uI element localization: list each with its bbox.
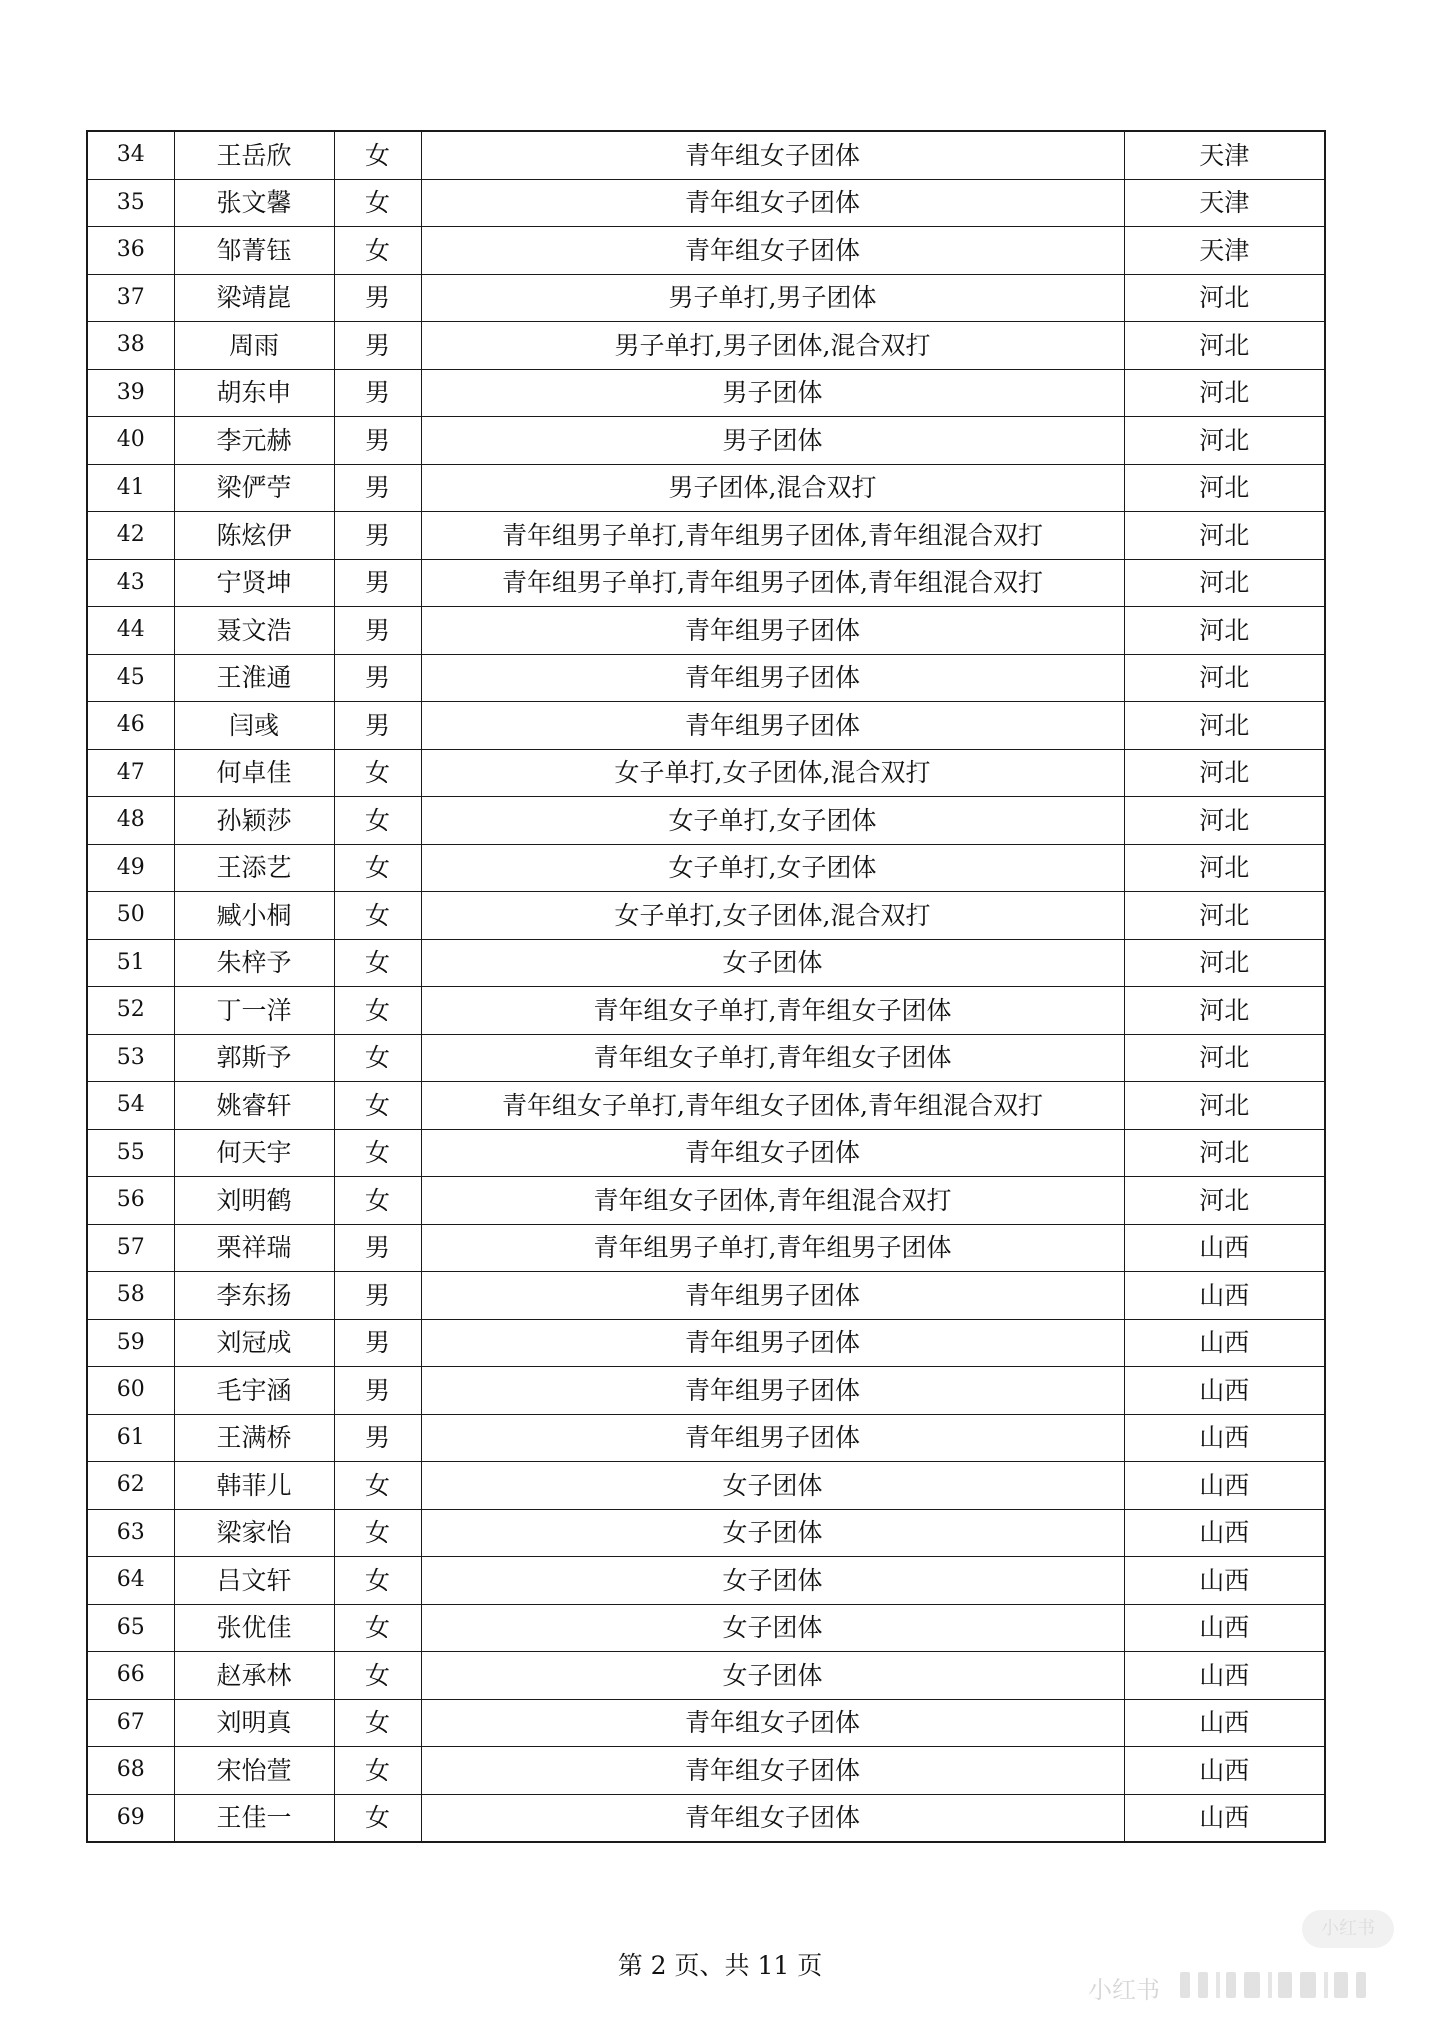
row-number-cell: 56 (87, 1177, 174, 1225)
table-row (87, 987, 1325, 1035)
athlete-name-cell: 邹菁钰 (174, 227, 334, 275)
table-row (87, 369, 1325, 417)
region-cell: 山西 (1124, 1414, 1325, 1462)
gender-cell: 女 (334, 1699, 421, 1747)
region-cell: 河北 (1124, 844, 1325, 892)
region-cell: 山西 (1124, 1747, 1325, 1795)
region-cell: 山西 (1124, 1604, 1325, 1652)
table-row (87, 464, 1325, 512)
athlete-name-cell: 聂文浩 (174, 607, 334, 655)
gender-cell: 男 (334, 1414, 421, 1462)
table-row (87, 844, 1325, 892)
gender-cell: 女 (334, 1129, 421, 1177)
event-cell: 男子单打,男子团体,混合双打 (421, 322, 1124, 370)
row-number-cell: 60 (87, 1367, 174, 1415)
table-row (87, 131, 1325, 179)
region-cell: 山西 (1124, 1652, 1325, 1700)
event-cell: 青年组女子团体 (421, 1129, 1124, 1177)
region-cell: 河北 (1124, 939, 1325, 987)
athlete-name-cell: 刘明鹤 (174, 1177, 334, 1225)
event-cell: 女子团体 (421, 939, 1124, 987)
event-cell: 女子单打,女子团体 (421, 797, 1124, 845)
event-cell: 青年组女子单打,青年组女子团体,青年组混合双打 (421, 1082, 1124, 1130)
event-cell: 男子团体,混合双打 (421, 464, 1124, 512)
event-cell: 女子团体 (421, 1509, 1124, 1557)
gender-cell: 女 (334, 1652, 421, 1700)
athlete-name-cell: 姚睿轩 (174, 1082, 334, 1130)
gender-cell: 女 (334, 1557, 421, 1605)
table-row (87, 1604, 1325, 1652)
row-number-cell: 69 (87, 1794, 174, 1842)
gender-cell: 男 (334, 1224, 421, 1272)
athlete-roster-table (86, 130, 1326, 1843)
athlete-name-cell: 王淮通 (174, 654, 334, 702)
table-row (87, 512, 1325, 560)
row-number-cell: 48 (87, 797, 174, 845)
athlete-name-cell: 梁靖崑 (174, 274, 334, 322)
table-row (87, 322, 1325, 370)
row-number-cell: 55 (87, 1129, 174, 1177)
athlete-name-cell: 王岳欣 (174, 131, 334, 179)
gender-cell: 男 (334, 512, 421, 560)
table-row (87, 1652, 1325, 1700)
region-cell: 河北 (1124, 559, 1325, 607)
gender-cell: 男 (334, 702, 421, 750)
athlete-name-cell: 刘冠成 (174, 1319, 334, 1367)
gender-cell: 女 (334, 1747, 421, 1795)
athlete-name-cell: 王添艺 (174, 844, 334, 892)
athlete-name-cell: 梁俨苧 (174, 464, 334, 512)
watermark-text: 小红书 (1088, 1976, 1160, 2004)
event-cell: 女子团体 (421, 1462, 1124, 1510)
region-cell: 河北 (1124, 1177, 1325, 1225)
event-cell: 女子团体 (421, 1652, 1124, 1700)
table-row (87, 1509, 1325, 1557)
event-cell: 女子单打,女子团体 (421, 844, 1124, 892)
row-number-cell: 59 (87, 1319, 174, 1367)
athlete-name-cell: 闫彧 (174, 702, 334, 750)
event-cell: 青年组女子单打,青年组女子团体 (421, 987, 1124, 1035)
table-row (87, 1414, 1325, 1462)
roster-table-body (87, 131, 1325, 1842)
region-cell: 河北 (1124, 1082, 1325, 1130)
region-cell: 河北 (1124, 607, 1325, 655)
table-row (87, 797, 1325, 845)
table-row (87, 274, 1325, 322)
gender-cell: 男 (334, 1319, 421, 1367)
region-cell: 河北 (1124, 797, 1325, 845)
athlete-name-cell: 王佳一 (174, 1794, 334, 1842)
gender-cell: 女 (334, 797, 421, 845)
gender-cell: 女 (334, 1794, 421, 1842)
event-cell: 青年组男子单打,青年组男子团体 (421, 1224, 1124, 1272)
gender-cell: 男 (334, 559, 421, 607)
athlete-name-cell: 李元赫 (174, 417, 334, 465)
row-number-cell: 37 (87, 274, 174, 322)
event-cell: 青年组男子团体 (421, 1367, 1124, 1415)
row-number-cell: 35 (87, 179, 174, 227)
region-cell: 河北 (1124, 987, 1325, 1035)
row-number-cell: 49 (87, 844, 174, 892)
row-number-cell: 67 (87, 1699, 174, 1747)
event-cell: 青年组女子团体,青年组混合双打 (421, 1177, 1124, 1225)
gender-cell: 男 (334, 274, 421, 322)
event-cell: 青年组男子团体 (421, 1414, 1124, 1462)
row-number-cell: 63 (87, 1509, 174, 1557)
region-cell: 山西 (1124, 1462, 1325, 1510)
region-cell: 山西 (1124, 1272, 1325, 1320)
athlete-name-cell: 陈炫伊 (174, 512, 334, 560)
athlete-name-cell: 张文馨 (174, 179, 334, 227)
table-row (87, 179, 1325, 227)
watermark (1088, 1966, 1388, 2006)
event-cell: 女子团体 (421, 1604, 1124, 1652)
athlete-name-cell: 何卓佳 (174, 749, 334, 797)
athlete-name-cell: 栗祥瑞 (174, 1224, 334, 1272)
event-cell: 青年组男子团体 (421, 654, 1124, 702)
table-row (87, 1699, 1325, 1747)
table-row (87, 1794, 1325, 1842)
athlete-name-cell: 丁一洋 (174, 987, 334, 1035)
row-number-cell: 52 (87, 987, 174, 1035)
athlete-name-cell: 吕文轩 (174, 1557, 334, 1605)
event-cell: 青年组女子单打,青年组女子团体 (421, 1034, 1124, 1082)
athlete-name-cell: 王满桥 (174, 1414, 334, 1462)
table-row (87, 227, 1325, 275)
region-cell: 河北 (1124, 322, 1325, 370)
table-row (87, 1177, 1325, 1225)
row-number-cell: 47 (87, 749, 174, 797)
gender-cell: 男 (334, 322, 421, 370)
table-row (87, 702, 1325, 750)
event-cell: 青年组女子团体 (421, 1699, 1124, 1747)
table-row (87, 607, 1325, 655)
table-row (87, 1272, 1325, 1320)
region-cell: 河北 (1124, 369, 1325, 417)
athlete-name-cell: 周雨 (174, 322, 334, 370)
region-cell: 山西 (1124, 1224, 1325, 1272)
gender-cell: 女 (334, 939, 421, 987)
athlete-name-cell: 郭斯予 (174, 1034, 334, 1082)
gender-cell: 女 (334, 987, 421, 1035)
gender-cell: 男 (334, 607, 421, 655)
table-row (87, 559, 1325, 607)
gender-cell: 女 (334, 892, 421, 940)
table-row (87, 1034, 1325, 1082)
region-cell: 河北 (1124, 749, 1325, 797)
table-row (87, 892, 1325, 940)
region-cell: 山西 (1124, 1557, 1325, 1605)
event-cell: 青年组女子团体 (421, 1747, 1124, 1795)
gender-cell: 女 (334, 1177, 421, 1225)
row-number-cell: 53 (87, 1034, 174, 1082)
gender-cell: 女 (334, 1082, 421, 1130)
table-row (87, 1557, 1325, 1605)
row-number-cell: 46 (87, 702, 174, 750)
athlete-name-cell: 孙颖莎 (174, 797, 334, 845)
table-row (87, 1367, 1325, 1415)
table-row (87, 1082, 1325, 1130)
gender-cell: 女 (334, 1034, 421, 1082)
row-number-cell: 41 (87, 464, 174, 512)
row-number-cell: 57 (87, 1224, 174, 1272)
region-cell: 河北 (1124, 417, 1325, 465)
event-cell: 男子团体 (421, 369, 1124, 417)
event-cell: 青年组男子团体 (421, 1319, 1124, 1367)
gender-cell: 男 (334, 417, 421, 465)
watermark-badge: 小红书 (1302, 1910, 1394, 1948)
athlete-name-cell: 李东扬 (174, 1272, 334, 1320)
region-cell: 河北 (1124, 274, 1325, 322)
row-number-cell: 64 (87, 1557, 174, 1605)
gender-cell: 男 (334, 1367, 421, 1415)
event-cell: 青年组女子团体 (421, 227, 1124, 275)
row-number-cell: 40 (87, 417, 174, 465)
table-row (87, 1319, 1325, 1367)
event-cell: 男子单打,男子团体 (421, 274, 1124, 322)
region-cell: 河北 (1124, 702, 1325, 750)
gender-cell: 女 (334, 844, 421, 892)
athlete-name-cell: 张优佳 (174, 1604, 334, 1652)
region-cell: 河北 (1124, 892, 1325, 940)
athlete-name-cell: 何天宇 (174, 1129, 334, 1177)
page-number-footer: 第 2 页、共 11 页 (617, 1951, 823, 1980)
table-row (87, 1224, 1325, 1272)
row-number-cell: 45 (87, 654, 174, 702)
table-row (87, 749, 1325, 797)
region-cell: 山西 (1124, 1367, 1325, 1415)
athlete-name-cell: 宋怡萱 (174, 1747, 334, 1795)
gender-cell: 女 (334, 131, 421, 179)
table-row (87, 417, 1325, 465)
athlete-name-cell: 毛宇涵 (174, 1367, 334, 1415)
athlete-name-cell: 赵承林 (174, 1652, 334, 1700)
row-number-cell: 58 (87, 1272, 174, 1320)
event-cell: 女子单打,女子团体,混合双打 (421, 749, 1124, 797)
row-number-cell: 62 (87, 1462, 174, 1510)
region-cell: 河北 (1124, 464, 1325, 512)
row-number-cell: 54 (87, 1082, 174, 1130)
region-cell: 天津 (1124, 179, 1325, 227)
region-cell: 河北 (1124, 1129, 1325, 1177)
event-cell: 青年组男子团体 (421, 607, 1124, 655)
region-cell: 山西 (1124, 1794, 1325, 1842)
row-number-cell: 65 (87, 1604, 174, 1652)
table-row (87, 1129, 1325, 1177)
region-cell: 山西 (1124, 1319, 1325, 1367)
gender-cell: 女 (334, 1509, 421, 1557)
row-number-cell: 38 (87, 322, 174, 370)
gender-cell: 男 (334, 654, 421, 702)
table-row (87, 1462, 1325, 1510)
row-number-cell: 50 (87, 892, 174, 940)
row-number-cell: 36 (87, 227, 174, 275)
event-cell: 青年组男子团体 (421, 1272, 1124, 1320)
watermark-bars-icon (1180, 1970, 1380, 2002)
row-number-cell: 68 (87, 1747, 174, 1795)
region-cell: 山西 (1124, 1509, 1325, 1557)
row-number-cell: 42 (87, 512, 174, 560)
event-cell: 青年组女子团体 (421, 1794, 1124, 1842)
gender-cell: 女 (334, 179, 421, 227)
athlete-name-cell: 朱梓予 (174, 939, 334, 987)
event-cell: 男子团体 (421, 417, 1124, 465)
row-number-cell: 61 (87, 1414, 174, 1462)
table-row (87, 1747, 1325, 1795)
row-number-cell: 34 (87, 131, 174, 179)
region-cell: 天津 (1124, 227, 1325, 275)
gender-cell: 男 (334, 464, 421, 512)
event-cell: 青年组女子团体 (421, 131, 1124, 179)
row-number-cell: 43 (87, 559, 174, 607)
athlete-name-cell: 梁家怡 (174, 1509, 334, 1557)
athlete-name-cell: 韩菲儿 (174, 1462, 334, 1510)
event-cell: 青年组男子团体 (421, 702, 1124, 750)
event-cell: 青年组男子单打,青年组男子团体,青年组混合双打 (421, 559, 1124, 607)
gender-cell: 女 (334, 1604, 421, 1652)
row-number-cell: 44 (87, 607, 174, 655)
event-cell: 青年组男子单打,青年组男子团体,青年组混合双打 (421, 512, 1124, 560)
table-row (87, 939, 1325, 987)
gender-cell: 女 (334, 227, 421, 275)
row-number-cell: 51 (87, 939, 174, 987)
region-cell: 天津 (1124, 131, 1325, 179)
athlete-name-cell: 臧小桐 (174, 892, 334, 940)
event-cell: 女子单打,女子团体,混合双打 (421, 892, 1124, 940)
athlete-name-cell: 宁贤坤 (174, 559, 334, 607)
region-cell: 河北 (1124, 654, 1325, 702)
row-number-cell: 66 (87, 1652, 174, 1700)
athlete-name-cell: 刘明真 (174, 1699, 334, 1747)
athlete-name-cell: 胡东申 (174, 369, 334, 417)
event-cell: 女子团体 (421, 1557, 1124, 1605)
gender-cell: 男 (334, 1272, 421, 1320)
region-cell: 河北 (1124, 512, 1325, 560)
table-row (87, 654, 1325, 702)
gender-cell: 女 (334, 749, 421, 797)
row-number-cell: 39 (87, 369, 174, 417)
region-cell: 河北 (1124, 1034, 1325, 1082)
gender-cell: 男 (334, 369, 421, 417)
region-cell: 山西 (1124, 1699, 1325, 1747)
event-cell: 青年组女子团体 (421, 179, 1124, 227)
gender-cell: 女 (334, 1462, 421, 1510)
